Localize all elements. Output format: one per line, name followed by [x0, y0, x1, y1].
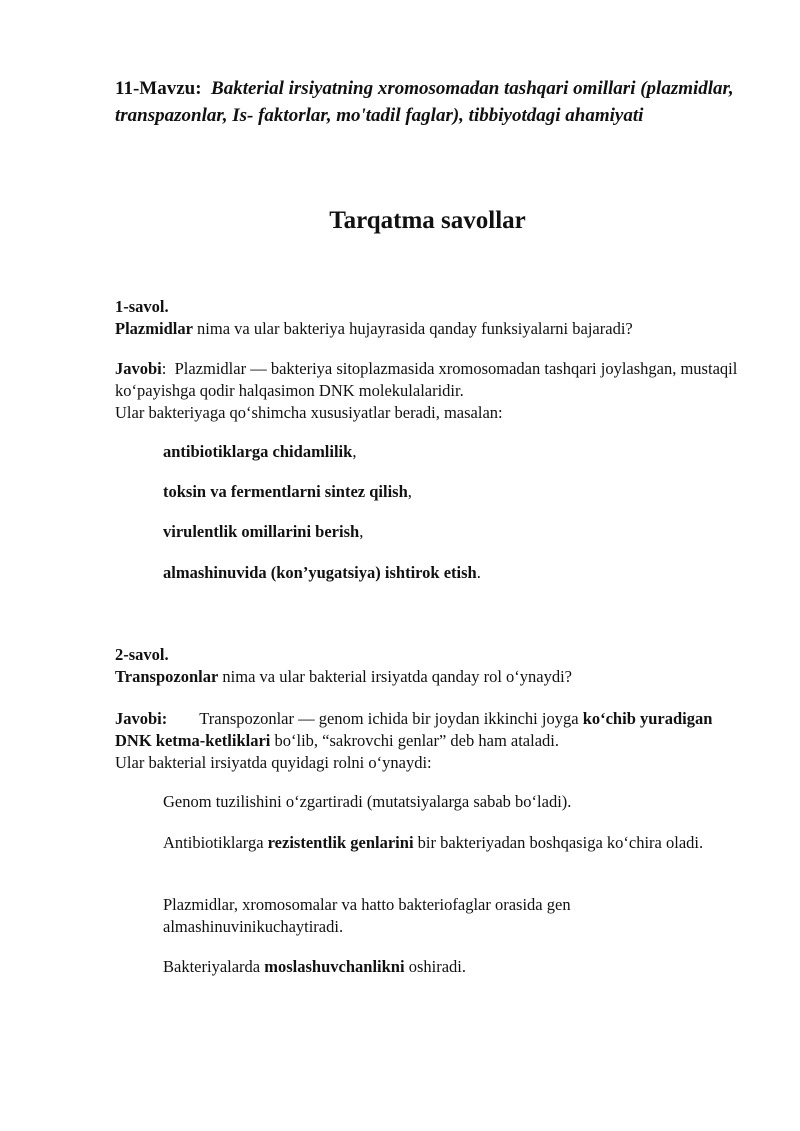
page-title: Tarqatma savollar: [329, 207, 526, 234]
answer-2-text-2: Ular bakterial irsiyatda quyidagi rolni oʻynaydi:: [115, 753, 432, 772]
answer-1-item-1-tail: ,: [352, 442, 357, 461]
answer-1-item-2-bold: toksin va fermentlarni sintez qilish: [163, 482, 408, 501]
answer-1-item-3-bold: virulentlik omillarini berish: [163, 522, 360, 541]
answer-2-item-2: [163, 832, 743, 854]
answer-1-item-1-bold: antibiotiklarga chidamlilik: [163, 442, 353, 461]
answer-1-item-1: [163, 441, 743, 463]
answer-1-colon: :: [161, 359, 167, 378]
answer-2: [115, 708, 740, 774]
answer-1-item-2-tail: ,: [407, 482, 412, 501]
question-1-text: [115, 318, 740, 340]
answer-1-text-2: Ular bakteriyaga qoʻshimcha xususiyatlar beradi, masalan:: [115, 403, 503, 422]
answer-1-text: Plazmidlar — bakteriya sitoplazmasida xromosomadan tashqari joylashgan, mustaqil koʻpayishga qodir halqasimon DNK molekulalaridir.: [115, 359, 742, 400]
question-2-term: Transpozonlar: [115, 667, 219, 686]
answer-2-item-2-a: Antibiotiklarga: [163, 833, 268, 852]
answer-1-item-2: [163, 481, 743, 503]
answer-1-item-4-tail: .: [476, 563, 481, 582]
answer-1-item-4: [163, 562, 743, 584]
answer-2-item-3: Plazmidlar, xromosomalar va hatto bakteriofaglar orasida gen almashinuvinikuchaytiradi.: [163, 895, 571, 936]
answer-1-label: Javobi: [115, 359, 162, 378]
answer-2-bold: koʻchib yuradigan DNK ketma-ketliklari: [115, 709, 713, 750]
question-1-label: 1-savol.: [115, 297, 169, 316]
answer-1-item-4-bold: almashinuvida (kon’yugatsiya) ishtirok etish: [163, 563, 477, 582]
answer-2-item-4-a: Bakteriyalarda: [163, 957, 265, 976]
answer-2-text-a: Transpozonlar — genom ichida bir joydan ikkinchi joyga: [199, 709, 583, 728]
question-2-text: [115, 666, 740, 688]
answer-2-item-1: Genom tuzilishini oʻzgartiradi (mutatsiyalarga sabab boʻladi).: [163, 792, 572, 811]
answer-1-item-3-tail: ,: [359, 522, 364, 541]
answer-2-item-4-bold: moslashuvchanlikni: [264, 957, 405, 976]
answer-2-label: Javobi:: [115, 709, 168, 728]
topic-text: Bakterial irsiyatning xromosomadan tashqari omillari (plazmidlar, transpazonlar, Is- faktorlar, mo'tadil faglar), tibbiyotdagi ahamiyati: [115, 78, 734, 126]
question-2-rest: nima va ular bakterial irsiyatda qanday rol oʻynaydi?: [218, 667, 572, 686]
answer-2-item-2-b: bir bakteriyadan boshqasiga koʻchira oladi.: [413, 833, 704, 852]
question-1-term: Plazmidlar: [115, 319, 193, 338]
question-2-label: 2-savol.: [115, 645, 169, 664]
answer-2-text-b: boʻlib, “sakrovchi genlar” deb ham ataladi.: [270, 731, 559, 750]
answer-2-item-4-b: oshiradi.: [404, 957, 466, 976]
answer-2-item-2-bold: rezistentlik genlarini: [267, 833, 414, 852]
answer-2-item-4: [163, 956, 743, 978]
topic-heading: [115, 75, 740, 129]
question-1-rest: nima va ular bakteriya hujayrasida qanday funksiyalarni bajaradi?: [192, 319, 633, 338]
topic-label: 11-Mavzu:: [115, 78, 202, 99]
answer-1-item-3: [163, 521, 743, 543]
answer-1: [115, 358, 740, 424]
